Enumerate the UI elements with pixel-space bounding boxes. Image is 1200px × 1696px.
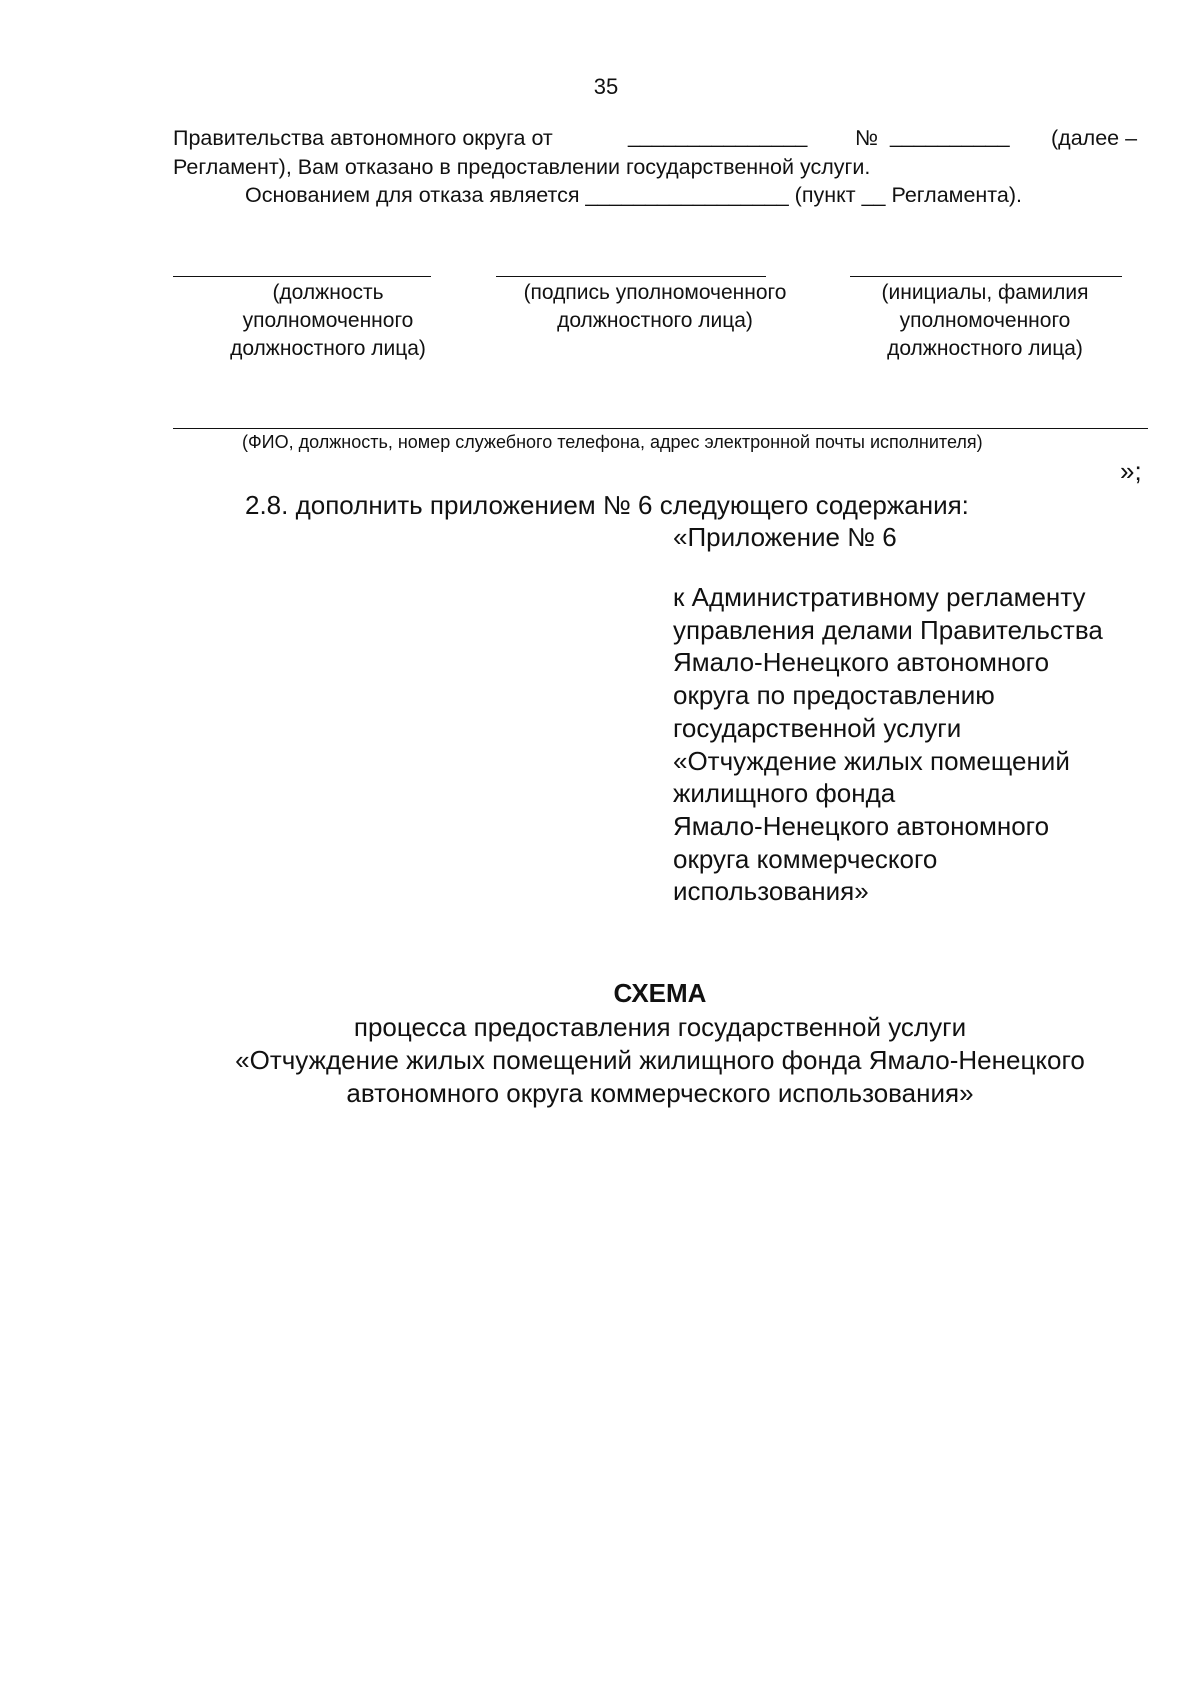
letter-line-2: Регламент), Вам отказано в предоставлении государственной услуги.	[173, 155, 871, 179]
letter-line-1-part-1: Правительства автономного округа от	[173, 126, 553, 150]
signature-caption-signature: (подпись уполномоченного должностного лица)	[523, 281, 787, 332]
appendix-title: «Приложение № 6	[673, 522, 897, 552]
signature-line-signature	[496, 276, 766, 277]
closing-quote: »;	[1120, 456, 1142, 486]
appendix-reference: к Административному регламенту управления делами Правительства Ямало-Ненецкого автономного округа по предоставлению государственной услуги «Отчуждение жилых помещений жилищного фонда Ямало-Ненецкого автономного округа коммерческого использования»	[673, 582, 1103, 907]
scheme-subtitle-line-2: «Отчуждение жилых помещений жилищного фонда Ямало-Ненецкого	[235, 1045, 1085, 1075]
signature-line-position	[173, 276, 431, 277]
letter-line-1-blank-date: _______________	[628, 124, 808, 148]
scheme-subtitle-line-3: автономного округа коммерческого использования»	[346, 1078, 974, 1108]
letter-line-1-blank-number: __________	[890, 124, 1010, 148]
letter-line-3: Основанием для отказа является _________________ (пункт __ Регламента).	[245, 183, 1022, 207]
signature-line-name	[850, 276, 1122, 277]
page-number: 35	[593, 74, 619, 99]
letter-line-1-part-2: (далее –	[1051, 126, 1138, 150]
signature-caption-position: (должность уполномоченного должностного лица)	[230, 281, 426, 360]
scheme-subtitle-line-1: процесса предоставления государственной услуги	[353, 1012, 967, 1042]
scheme-title: СХЕМА	[613, 978, 707, 1008]
signature-caption-name: (инициалы, фамилия уполномоченного должностного лица)	[881, 281, 1089, 360]
executor-caption: (ФИО, должность, номер служебного телефона, адрес электронной почты исполнителя)	[242, 432, 983, 452]
amendment-item: 2.8. дополнить приложением № 6 следующего содержания:	[245, 490, 969, 520]
executor-line	[173, 428, 1148, 429]
letter-line-1-number-sign: №	[855, 126, 879, 150]
